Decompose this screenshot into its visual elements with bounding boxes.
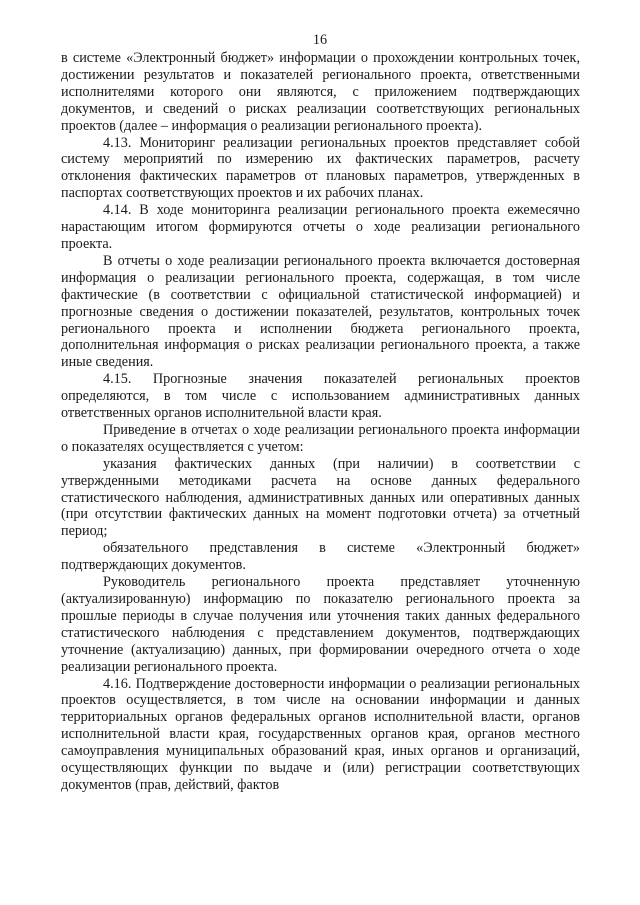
body-text	[61, 50, 580, 794]
paragraph-actual-data-item: указания фактических данных (при наличии) в соответствии с утвержденными методиками расчета на основе данных федерального статистического наблюдения, административных данных или оперативных данных (при отсутствии фактических данных на момент подготовки отчета) за отчетный период;	[61, 455, 580, 540]
paragraph-project-leader: Руководитель регионального проекта представляет уточненную (актуализированную) информацию по показателю регионального проекта за прошлые периоды в случае получения или уточнения таких данных федерального статистического наблюдения с представлением документов, подтверждающих уточнение (актуализацию) данных, при формировании очередного отчета о ходе реализации регионального проекта.	[61, 574, 580, 675]
paragraph-4-13: 4.13. Мониторинг реализации региональных проектов представляет собой систему мероприятий по измерению их фактических параметров, расчету отклонения фактических параметров от плановых параметров, утвержденных в паспортах соответствующих проектов и их рабочих планах.	[61, 134, 580, 202]
page-number: 16	[312, 32, 328, 48]
paragraph-indicators-intro: Приведение в отчетах о ходе реализации регионального проекта информации о показателях осуществляется с учетом:	[61, 421, 580, 455]
paragraph-4-14: 4.14. В ходе мониторинга реализации регионального проекта ежемесячно нарастающим итогом формируются отчеты о ходе реализации регионального проекта.	[61, 202, 580, 252]
paragraph-4-15: 4.15. Прогнозные значения показателей региональных проектов определяются, в том числе с использованием административных данных ответственных органов исполнительной власти края.	[61, 371, 580, 422]
paragraph-documents-item: обязательного представления в системе «Электронный бюджет» подтверждающих документов.	[61, 540, 580, 574]
paragraph-continuation: в системе «Электронный бюджет» информации о прохождении контрольных точек, достижении результатов и показателей регионального проекта, ответственными исполнителями которого они являются, с приложением подтверждающих документов, и сведений о рисках реализации соответствующих региональных проектов (далее – информация о реализации регионального проекта).	[61, 50, 580, 134]
paragraph-reports-content: В отчеты о ходе реализации регионального проекта включается достоверная информация о реализации регионального проекта, содержащая, в том числе фактические (в соответствии с официальной статистической информацией) и прогнозные сведения о достижении показателей, результатов, контрольных точек регионального проекта и исполнении бюджета регионального проекта, дополнительная информация о рисках реализации регионального проекта, а также иные сведения.	[61, 252, 580, 371]
paragraph-4-16: 4.16. Подтверждение достоверности информации о реализации региональных проектов осуществляется, в том числе на основании информации и данных территориальных органов федеральных органов исполнительной власти, органов исполнительной власти края, государственных органов края, органов местного самоуправления муниципальных образований края, иных органов и организаций, осуществляющих функции по выдаче и (или) регистрации соответствующих документов (прав, действий, фактов	[61, 675, 580, 793]
